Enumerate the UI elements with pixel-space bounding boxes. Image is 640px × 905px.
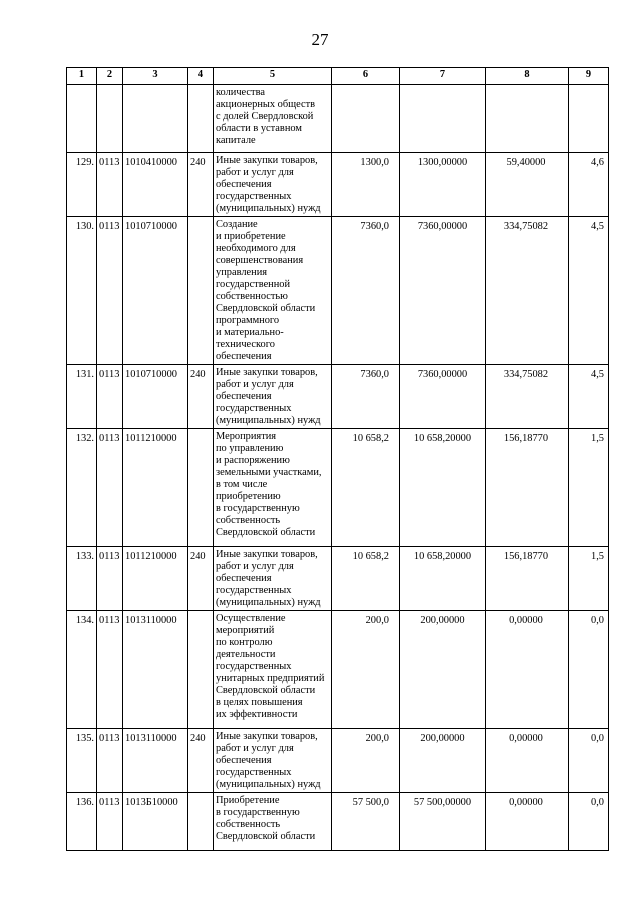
target-code: 1013110000	[123, 611, 188, 729]
description-line: в государственную	[216, 503, 300, 514]
description-line: необходимого для	[216, 243, 296, 254]
description-line: и приобретение	[216, 231, 286, 242]
row-number: 136.	[67, 793, 97, 851]
table-row	[67, 729, 609, 793]
description-line: Мероприятия	[216, 431, 277, 442]
row-description	[214, 153, 332, 217]
row-description	[214, 365, 332, 429]
row-number: 132.	[67, 429, 97, 547]
section-code: 0113	[97, 793, 123, 851]
description-line: государственных	[216, 767, 292, 778]
description-line: работ и услуг для	[216, 561, 294, 572]
description-line: Иные закупки товаров,	[216, 549, 318, 560]
description-line: в целях повышения	[216, 697, 303, 708]
description-line: в государственную	[216, 807, 300, 818]
row-description	[214, 429, 332, 547]
row-number: 130.	[67, 217, 97, 365]
execution-percent: 1,5	[569, 547, 609, 611]
target-code: 1013110000	[123, 729, 188, 793]
expense-type-code: 240	[188, 153, 214, 217]
section-code: 0113	[97, 153, 123, 217]
column-header: 7	[400, 68, 486, 85]
table-row	[67, 429, 609, 547]
column-header: 3	[123, 68, 188, 85]
table-row	[67, 85, 609, 153]
section-code: 0113	[97, 217, 123, 365]
planned-amount: 7360,00000	[400, 365, 486, 429]
description-line: количества	[216, 87, 265, 98]
section-code: 0113	[97, 729, 123, 793]
description-line: управления	[216, 267, 268, 278]
description-line: и материально-	[216, 327, 284, 338]
row-number	[67, 85, 97, 153]
planned-amount: 10 658,20000	[400, 547, 486, 611]
description-line: с долей Свердловской	[216, 111, 314, 122]
section-code: 0113	[97, 547, 123, 611]
planned-amount: 7360,00000	[400, 217, 486, 365]
execution-percent: 1,5	[569, 429, 609, 547]
approved-amount: 10 658,2	[332, 547, 400, 611]
description-line: обеспечения	[216, 573, 272, 584]
description-line: Иные закупки товаров,	[216, 731, 318, 742]
execution-percent: 4,5	[569, 365, 609, 429]
page-number: 27	[311, 30, 329, 49]
row-number: 133.	[67, 547, 97, 611]
executed-amount	[486, 85, 569, 153]
description-line: Свердловской области	[216, 527, 316, 538]
table-row	[67, 793, 609, 851]
description-line: работ и услуг для	[216, 743, 294, 754]
expense-type-code	[188, 429, 214, 547]
executed-amount: 0,00000	[486, 729, 569, 793]
column-header: 2	[97, 68, 123, 85]
description-line: Иные закупки товаров,	[216, 155, 318, 166]
description-line: собственностью	[216, 291, 288, 302]
description-line: совершенствования	[216, 255, 304, 266]
execution-percent: 4,5	[569, 217, 609, 365]
target-code: 1010710000	[123, 217, 188, 365]
description-line: унитарных предприятий	[216, 673, 325, 684]
section-code: 0113	[97, 611, 123, 729]
table-row	[67, 365, 609, 429]
description-line: Свердловской области	[216, 685, 316, 696]
execution-percent: 4,6	[569, 153, 609, 217]
row-description	[214, 793, 332, 851]
row-number: 135.	[67, 729, 97, 793]
target-code: 1013Б10000	[123, 793, 188, 851]
executed-amount: 0,00000	[486, 611, 569, 729]
approved-amount: 200,0	[332, 729, 400, 793]
description-line: (муниципальных) нужд	[216, 779, 321, 790]
description-line: собственность	[216, 515, 281, 526]
description-line: и распоряжению	[216, 455, 290, 466]
target-code: 1011210000	[123, 547, 188, 611]
expense-type-code	[188, 611, 214, 729]
approved-amount	[332, 85, 400, 153]
description-line: государственных	[216, 585, 292, 596]
expense-type-code	[188, 217, 214, 365]
description-line: в том числе	[216, 479, 268, 490]
expense-type-code: 240	[188, 547, 214, 611]
approved-amount: 200,0	[332, 611, 400, 729]
description-line: собственность	[216, 819, 281, 830]
table-row	[67, 217, 609, 365]
description-line: государственных	[216, 191, 292, 202]
column-header: 5	[214, 68, 332, 85]
execution-percent: 0,0	[569, 611, 609, 729]
column-header: 4	[188, 68, 214, 85]
description-line: обеспечения	[216, 179, 272, 190]
column-header: 8	[486, 68, 569, 85]
description-line: Иные закупки товаров,	[216, 367, 318, 378]
column-header: 9	[569, 68, 609, 85]
approved-amount: 7360,0	[332, 365, 400, 429]
approved-amount: 57 500,0	[332, 793, 400, 851]
description-line: деятельности	[216, 649, 276, 660]
executed-amount: 334,75082	[486, 217, 569, 365]
description-line: программного	[216, 315, 280, 326]
planned-amount: 57 500,00000	[400, 793, 486, 851]
section-code	[97, 85, 123, 153]
row-description	[214, 547, 332, 611]
target-code: 1010710000	[123, 365, 188, 429]
row-number: 129.	[67, 153, 97, 217]
description-line: Приобретение	[216, 795, 280, 806]
approved-amount: 7360,0	[332, 217, 400, 365]
description-line: Осуществление	[216, 613, 286, 624]
description-line: обеспечения	[216, 755, 272, 766]
column-header: 6	[332, 68, 400, 85]
executed-amount: 156,18770	[486, 547, 569, 611]
table-row	[67, 153, 609, 217]
description-line: по управлению	[216, 443, 284, 454]
description-line: Создание	[216, 219, 258, 230]
row-description	[214, 729, 332, 793]
description-line: работ и услуг для	[216, 379, 294, 390]
approved-amount: 10 658,2	[332, 429, 400, 547]
expense-type-code	[188, 793, 214, 851]
description-line: государственных	[216, 661, 292, 672]
expense-type-code: 240	[188, 729, 214, 793]
description-line: приобретению	[216, 491, 281, 502]
description-line: (муниципальных) нужд	[216, 597, 321, 608]
planned-amount: 200,00000	[400, 611, 486, 729]
description-line: (муниципальных) нужд	[216, 415, 321, 426]
description-line: обеспечения	[216, 351, 272, 362]
description-line: мероприятий	[216, 625, 275, 636]
execution-percent	[569, 85, 609, 153]
row-number: 131.	[67, 365, 97, 429]
row-description	[214, 85, 332, 153]
expense-type-code: 240	[188, 365, 214, 429]
section-code: 0113	[97, 429, 123, 547]
description-line: государственных	[216, 403, 292, 414]
description-line: работ и услуг для	[216, 167, 294, 178]
description-line: области в уставном	[216, 123, 302, 134]
description-line: по контролю	[216, 637, 273, 648]
planned-amount: 10 658,20000	[400, 429, 486, 547]
executed-amount: 334,75082	[486, 365, 569, 429]
execution-percent: 0,0	[569, 729, 609, 793]
table-row	[67, 611, 609, 729]
description-line: капитале	[216, 135, 256, 146]
planned-amount: 200,00000	[400, 729, 486, 793]
description-line: технического	[216, 339, 275, 350]
description-line: их эффективности	[216, 709, 298, 720]
target-code: 1010410000	[123, 153, 188, 217]
execution-percent: 0,0	[569, 793, 609, 851]
description-line: (муниципальных) нужд	[216, 203, 321, 214]
executed-amount: 0,00000	[486, 793, 569, 851]
row-number: 134.	[67, 611, 97, 729]
description-line: акционерных обществ	[216, 99, 316, 110]
approved-amount: 1300,0	[332, 153, 400, 217]
row-description	[214, 217, 332, 365]
executed-amount: 156,18770	[486, 429, 569, 547]
description-line: государственной	[216, 279, 291, 290]
row-description	[214, 611, 332, 729]
description-line: земельными участками,	[216, 467, 322, 478]
executed-amount: 59,40000	[486, 153, 569, 217]
description-line: обеспечения	[216, 391, 272, 402]
description-line: Свердловской области	[216, 831, 316, 842]
planned-amount	[400, 85, 486, 153]
description-line: Свердловской области	[216, 303, 316, 314]
table-row	[67, 547, 609, 611]
column-header: 1	[67, 68, 97, 85]
target-code: 1011210000	[123, 429, 188, 547]
budget-table	[66, 67, 609, 851]
section-code: 0113	[97, 365, 123, 429]
header-row	[67, 68, 609, 85]
expense-type-code	[188, 85, 214, 153]
target-code	[123, 85, 188, 153]
planned-amount: 1300,00000	[400, 153, 486, 217]
